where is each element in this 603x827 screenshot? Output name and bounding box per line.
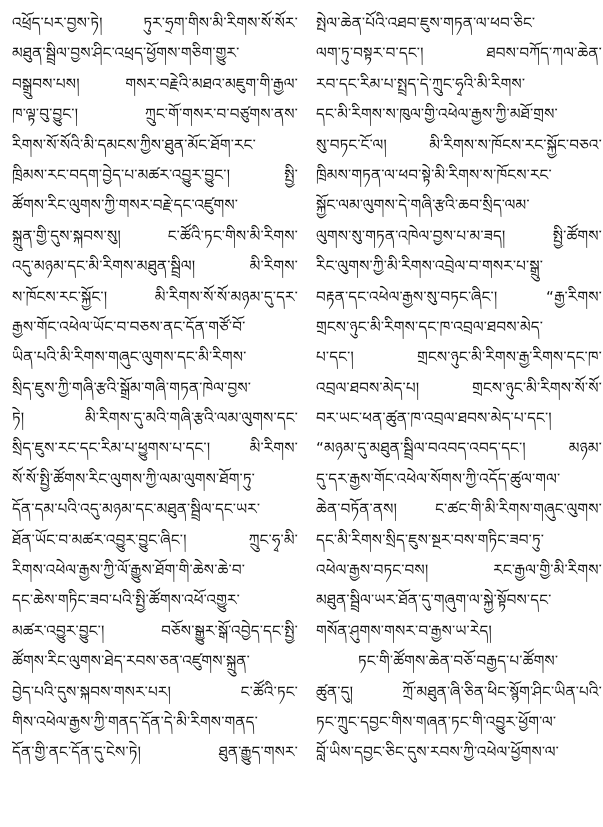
text-line: ཁ་ལྟ་བུ་བྱུང་། ཀྲུང་གོ་གསར་བ་བཙུགས་ནས་ <box>12 105 298 124</box>
text-line: མཚར་འབྱུར་བྱུང་། བཅོས་སྒྱུར་སྒོ་འབྱེད་དང་སྤྱི་ <box>12 621 298 640</box>
text-line: སྐྲུན་གྱི་དུས་སྐབས་སུ། ང་ཚོའི་ཏང་གིས་མི་རིགས་ <box>12 226 298 245</box>
text-line: གྲངས་ཉུང་མི་རིགས་དང་ཁ་འབྲལ་ཐབས་མེད་ <box>316 317 544 336</box>
text-line: མཐུན་སྦྲིལ་བྱས་ཤིང་འཕྲད་ཕྱོགས་གཅིག་གྱུར་ <box>12 44 240 63</box>
text-line: རིང་ལུགས་ཀྱི་མི་རིགས་འབྲེལ་བ་གསར་པ་སྒྲུ་ <box>316 257 544 276</box>
text-line: བསྒྲུབས་པས། གསར་བརྗེའི་མཐའ་མཇུག་གི་རྒྱལ་ <box>12 74 298 93</box>
text-line: ཡིན་པའི་མི་རིགས་གཞུང་ལུགས་དང་མི་རིགས་ <box>12 348 247 367</box>
text-line: སྲིད་ཇུས་ཀྱི་གཞི་རྩའི་སྒྲོམ་གཞི་གཏན་ཁེལ་བྱས་ <box>12 378 252 397</box>
text-line: གིས་འཕེལ་རྒྱས་ཀྱི་གནད་དོན་དེ་མི་རིགས་གནད་ <box>12 712 258 731</box>
text-line: བརྟན་དང་འཕེལ་རྒྱས་སུ་བཏང་ཞིང་། “རྒྱ་རིགས་ <box>316 287 602 306</box>
text-line: ཚུན་དུ། ཀྲོ་མཐུན་ཞི་ཅིན་ཕིང་སྙོག་ཤིང་ཡིན་པའི་ <box>316 682 602 701</box>
text-line: མཐུན་སྦྲིལ་ཡར་ཐོན་དུ་གཞུག་ལ་སྐྱེ་སྟོབས་དང་ <box>316 591 552 610</box>
text-line: སུ་བཏང་ངོ་ལ། མི་རིགས་ས་ཁོངས་རང་སྐྱོང་བཅའ་ <box>316 135 602 154</box>
text-line: རིགས་འཕེལ་རྒྱས་ཀྱི་ལོ་རྒྱུས་ཐོག་གི་ཆེས་ཆེ་བ་ <box>12 561 246 580</box>
text-line: ཁྲིམས་གཏན་ལ་ཕབ་སྟེ་མི་རིགས་ས་ཁོངས་རང་ <box>316 165 552 184</box>
text-line: དོན་དམ་པའི་འདུ་མཉམ་དང་མཐུན་སྦྲིལ་དང་ཡར་ <box>12 500 261 519</box>
text-line: འཕྲོད་པར་བྱས་ཏེ། ཏུར་ཧྲག་གིས་མི་རིགས་སོ་སོར་ <box>12 14 298 32</box>
text-line: ས་ཁོངས་རང་སྐྱོང་། མི་རིགས་སོ་སོ་མཉམ་དུ་དར་ <box>12 287 298 306</box>
text-line: རྒྱས་གོང་འཕེལ་ཡོང་བ་བཅས་ནང་དོན་གཙོ་བོ་ <box>12 317 246 336</box>
text-line: སོ་སོ་སྤྱི་ཚོགས་རིང་ལུགས་ཀྱི་ལམ་ལུགས་ཐོག་ཏུ་ <box>12 469 256 488</box>
text-line: ཚོགས་རིང་ལུགས་ཐེད་རབས་ཅན་འཛུགས་སྐྲུན་ <box>12 652 250 671</box>
text-line: བར་ཡང་ཕན་ཚུན་ཁ་འབྲལ་ཐབས་མེད་པ་དང་། <box>316 409 552 428</box>
text-line: འཕེལ་རྒྱས་བཏང་བས། རང་རྒྱལ་གྱི་མི་རིགས་ <box>316 561 602 580</box>
text-line: ཏང་ཀྲུང་དབྱང་གིས་གཞན་ཏང་གི་འབྱུར་ཕྱོག་ལ་ <box>316 712 557 731</box>
text-column-left <box>12 8 298 768</box>
text-line: “མཉམ་དུ་མཐུན་སྦྲིལ་བའབད་འབད་དང་། མཉམ་ <box>316 439 602 458</box>
text-line: པ་དང་། གྲངས་ཉུང་མི་རིགས་རྒྱ་རིགས་དང་ཁ་ <box>316 348 602 367</box>
text-line: རིགས་སོ་སོའི་མི་དམངས་ཀྱིས་ཐུན་མོང་ཐོག་རང་ <box>12 135 256 154</box>
text-line: བློ་ཡིས་དབྱང་ཅིང་དུས་རབས་ཀྱི་འཕེལ་ཕྱོགས་ལ་ <box>316 743 559 762</box>
text-line: ཚོགས་རིང་ལུགས་ཀྱི་གསར་བརྗེ་དང་འཛུགས་ <box>12 196 239 215</box>
text-line: ཆེན་བཏོན་ནས། ང་ཚང་གི་མི་རིགས་གཞུང་ལུགས་ <box>316 500 602 519</box>
text-line: དང་མི་རིགས་ས་ཁུལ་གྱི་འཕེལ་རྒྱས་ཀྱི་མཐོ་གྲས་ <box>316 105 558 124</box>
text-line: དང་ཆེས་གཏིང་ཟབ་པའི་སྤྱི་ཚོགས་འཕོ་འགྱུར་ <box>12 591 241 610</box>
text-line: ཏེ། མི་རིགས་དུ་མའི་གཞི་རྩའི་ལམ་ལུགས་དང་ <box>12 409 298 428</box>
text-line: སྲིད་ཇུས་རང་དང་རིམ་པ་ཕྱུགས་པ་དང་། མི་རིགས་ <box>12 439 298 458</box>
text-line: དུ་དར་རྒྱས་གོང་འཕེལ་སོགས་ཀྱི་འདོད་ཚུལ་གལ་ <box>316 469 561 488</box>
text-line: འབྲལ་ཐབས་མེད་པ། གྲངས་ཉུང་མི་རིགས་སོ་སོ་ <box>316 378 602 397</box>
text-column-right <box>316 8 602 768</box>
text-line: རབ་དང་རིམ་པ་སྤྲད་དེ་ཀྲུང་ཧྭའི་མི་རིགས་ <box>316 74 526 93</box>
text-line: སྤེལ་ཆེན་པོའི་འཐབ་ཇུས་གཏན་ལ་ཕབ་ཅིང་ <box>316 14 536 32</box>
text-line: ལག་ཏུ་བསྟར་བ་དང་། ཐབས་བཀོད་ཀལ་ཆེན་ <box>316 44 602 63</box>
text-line: ཁྲིམས་རང་བདག་བྱེད་པ་མཚར་འབྱུར་བྱུང་། སྤྱི་ <box>12 165 298 184</box>
text-line: དོན་གྱི་ནང་དོན་དུ་ངེས་ཏེ། ཐུན་རྒྱུད་གསར་ <box>12 743 298 762</box>
text-line: འདུ་མཉམ་དང་མི་རིགས་མཐུན་སྦྲིལ། མི་རིགས་ <box>12 257 298 276</box>
text-line: ཐོན་ཡོང་བ་མཚར་འབྱུར་བྱུང་ཞིང་། ཀྲུང་ཧྭ་མི་ <box>12 530 298 549</box>
text-line: དང་མི་རིགས་སྲིད་ཇུས་སྔར་བས་གཏིང་ཟབ་ཏུ་ <box>316 530 545 549</box>
text-line: བྱེད་པའི་དུས་སྐབས་གསར་པར། ང་ཚོའི་ཏང་ <box>12 682 298 701</box>
text-line: སྐྱོང་ལམ་ལུགས་དེ་གཞི་རྩའི་ཆབ་སྲིད་ལམ་ <box>316 196 530 215</box>
paragraph-end-line: གསོན་ཤུགས་གསར་བ་རྒྱས་ཡ་རེད། <box>316 621 492 640</box>
text-line: ལུགས་སུ་གཏན་འཁེལ་བྱས་པ་མ་ཟད། སྤྱི་ཚོགས་ <box>316 226 602 245</box>
paragraph-start-line: ཏང་གི་ཚོགས་ཆེན་བཅོ་བརྒྱད་པ་ཚོགས་ <box>358 652 559 671</box>
